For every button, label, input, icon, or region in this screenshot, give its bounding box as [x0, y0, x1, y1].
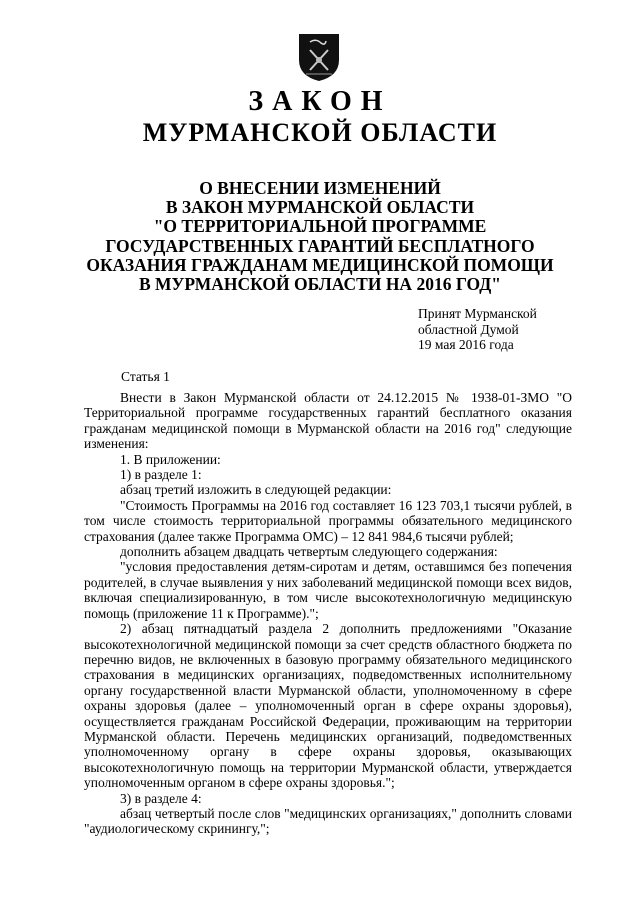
article-body: [84, 390, 572, 837]
paragraph: абзац третий изложить в следующей редакции:: [120, 482, 392, 498]
paragraph: "условия предоставления детям-сиротам и детям, оставшимся без попечения родителей, в случае выявления у них заболеваний медицинской помощи всех видов, включая специализированную, в том числе высокотехнологичную медицинскую помощь (приложение 11 к Программе).";: [84, 559, 572, 621]
law-title: ЗАКОН: [248, 86, 392, 117]
paragraph: "Стоимость Программы на 2016 год составляет 16 123 703,1 тысячи рублей, в том числе стоимость территориальной программы обязательного медицинского страхования (далее также Программа ОМС) – 12 841 984,6 тысячи рублей;: [84, 497, 572, 544]
paragraph: 3) в разделе 4:: [120, 790, 202, 806]
coat-of-arms-icon: [296, 32, 342, 82]
law-subtitle: О ВНЕСЕНИИ ИЗМЕНЕНИЙ В ЗАКОН МУРМАНСКОЙ ОБЛАСТИ "О ТЕРРИТОРИАЛЬНОЙ ПРОГРАММЕ ГОСУДАРСТВЕННЫХ ГАРАНТИЙ БЕСПЛАТНОГО ОКАЗАНИЯ ГРАЖДАНАМ МЕДИЦИНСКОЙ ПОМОЩИ В МУРМАНСКОЙ ОБЛАСТИ НА 2016 ГОД": [86, 178, 554, 295]
paragraph: дополнить абзацем двадцать четвертым следующего содержания:: [120, 544, 498, 560]
article-heading: Статья 1: [121, 369, 170, 384]
paragraph: Внести в Закон Мурманской области от 24.12.2015 № 1938-01-ЗМО "О Территориальной программе государственных гарантий бесплатного оказания гражданам медицинской помощи в Мурманской области на 2016 год" следующие изменения:: [84, 390, 572, 452]
paragraph: 1) в разделе 1:: [120, 467, 202, 483]
paragraph: 1. В приложении:: [120, 451, 221, 467]
region-title: МУРМАНСКОЙ ОБЛАСТИ: [142, 118, 498, 147]
adoption-note: Принят Мурманской областной Думой 19 мая 2016 года: [418, 306, 537, 352]
paragraph: абзац четвертый после слов "медицинских организациях," дополнить словами "аудиологическому скринингу,";: [84, 805, 572, 837]
paragraph: 2) абзац пятнадцатый раздела 2 дополнить предложениями "Оказание высокотехнологичной медицинской помощи за счет средств областного бюджета по перечню видов, не включенных в базовую программу обязательного медицинского страхования в медицинских организациях, подведомственных исполнительному органу государственной власти Мурманской области, уполномоченному в сфере охраны здоровья (далее – уполномоченный орган в сфере охраны здоровья), осуществляется гражданам Российской Федерации, проживающим на территории Мурманской области. Перечень медицинских организаций, подведомственных уполномоченному органу в сфере охраны здоровья, оказывающих высокотехнологичную помощь на территории Мурманской области, утверждается уполномоченным органом в сфере охраны здоровья.";: [84, 621, 572, 791]
